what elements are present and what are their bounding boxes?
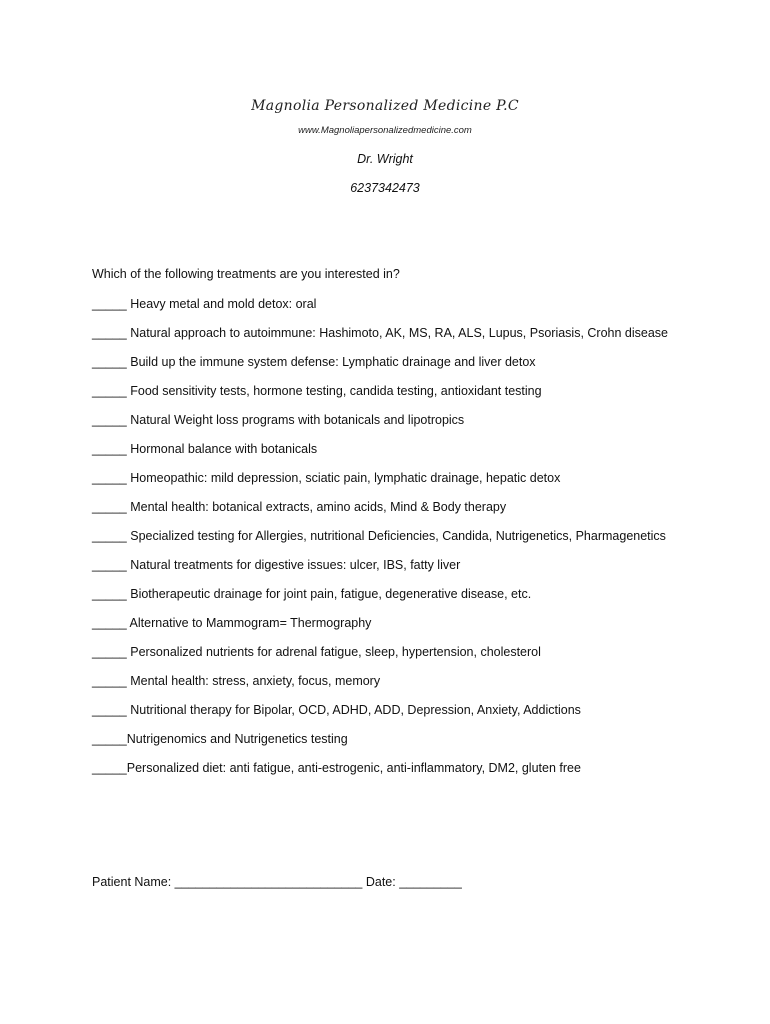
treatment-option[interactable]: _____ Natural treatments for digestive issues: ulcer, IBS, fatty liver xyxy=(92,558,461,572)
treatment-option[interactable]: _____ Food sensitivity tests, hormone testing, candida testing, antioxidant testing xyxy=(92,384,542,398)
treatment-option[interactable]: _____ Specialized testing for Allergies, nutritional Deficiencies, Candida, Nutrigenetics, Pharmagenetics xyxy=(92,529,666,543)
treatment-option[interactable]: _____ Biotherapeutic drainage for joint pain, fatigue, degenerative disease, etc. xyxy=(92,587,532,601)
treatment-option[interactable]: _____ Heavy metal and mold detox: oral xyxy=(92,297,317,311)
treatment-option[interactable]: _____ Natural approach to autoimmune: Hashimoto, AK, MS, RA, ALS, Lupus, Psoriasis, Crohn disease xyxy=(92,326,669,340)
treatment-option[interactable]: _____ Nutritional therapy for Bipolar, OCD, ADHD, ADD, Depression, Anxiety, Addictions xyxy=(92,703,581,717)
treatment-option[interactable]: _____ Mental health: botanical extracts, amino acids, Mind & Body therapy xyxy=(92,500,507,514)
practice-name: Magnolia Personalized Medicine P.C xyxy=(251,98,519,114)
treatment-option[interactable]: _____Nutrigenomics and Nutrigenetics testing xyxy=(92,732,348,746)
phone-number: 6237342473 xyxy=(350,181,420,195)
treatment-option[interactable]: _____ Homeopathic: mild depression, sciatic pain, lymphatic drainage, hepatic detox xyxy=(92,471,561,485)
patient-name-date-line[interactable]: Patient Name: ___________________________ Date: _________ xyxy=(92,875,462,889)
treatment-option[interactable]: _____Personalized diet: anti fatigue, anti-estrogenic, anti-inflammatory, DM2, gluten free xyxy=(92,761,581,775)
form-question: Which of the following treatments are you interested in? xyxy=(92,267,400,281)
treatment-option[interactable]: _____ Natural Weight loss programs with botanicals and lipotropics xyxy=(92,413,465,427)
practice-website: www.Magnoliapersonalizedmedicine.com xyxy=(298,125,472,136)
treatment-option[interactable]: _____ Personalized nutrients for adrenal fatigue, sleep, hypertension, cholesterol xyxy=(92,645,541,659)
treatment-option[interactable]: _____ Alternative to Mammogram= Thermography xyxy=(92,616,372,630)
treatment-options-list xyxy=(92,296,668,789)
treatment-option[interactable]: _____ Build up the immune system defense: Lymphatic drainage and liver detox xyxy=(92,355,536,369)
doctor-name: Dr. Wright xyxy=(357,152,413,166)
treatment-option[interactable]: _____ Hormonal balance with botanicals xyxy=(92,442,318,456)
treatment-option[interactable]: _____ Mental health: stress, anxiety, focus, memory xyxy=(92,674,381,688)
